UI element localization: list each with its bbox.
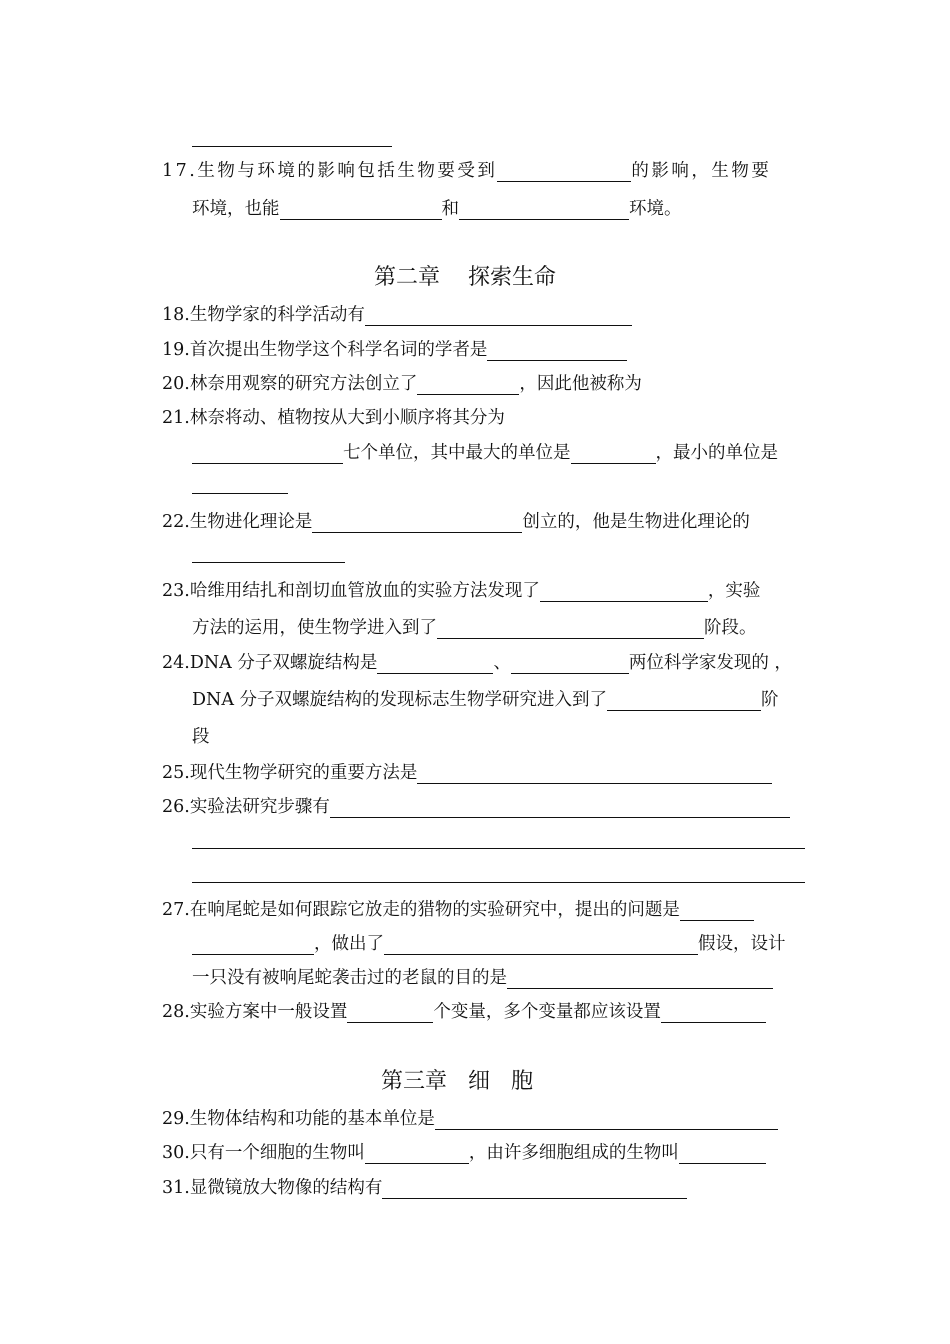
answer-blank [507,970,773,989]
question-17-cont: 环境，也能 和 环境。 [192,199,682,219]
question-27-cont2: 一只没有被响尾蛇袭击过的老鼠的目的是 [192,967,773,991]
answer-blank [459,201,629,220]
question-30: 30.只有一个细胞的生物叫 ，由许多细胞组成的生物叫 [162,1142,766,1166]
answer-blank [192,848,805,849]
answer-blank [192,445,343,464]
question-17: 17.生物与环境的影响包括生物要受到 的影响，生物要 [162,161,772,181]
answer-blank [192,882,805,883]
question-21: 21.林奈将动、植物按从大到小顺序将其分为 [162,408,505,428]
question-24-cont2: 段 [192,727,210,747]
question-26: 26.实验法研究步骤有 [162,796,790,820]
answer-blank [511,655,629,674]
question-25: 25.现代生物学研究的重要方法是 [162,762,772,786]
answer-blank [435,1111,778,1130]
question-31: 31.显微镜放大物像的结构有 [162,1177,687,1201]
question-23: 23.哈维用结扎和剖切血管放血的实验方法发现了 ，实验 [162,581,761,601]
answer-blank [330,799,790,818]
chapter-heading: 第二章 探索生命 [374,265,556,290]
answer-blank [679,1145,766,1164]
answer-blank [661,1004,766,1023]
question-27: 27.在响尾蛇是如何跟踪它放走的猎物的实验研究中，提出的问题是 [162,899,754,923]
question-27-cont: ，做出了 假设，设计 [192,933,786,957]
question-28: 28.实验方案中一般设置 个变量，多个变量都应该设置 [162,1001,766,1025]
answer-blank [417,376,519,395]
question-22: 22.生物进化理论是 创立的，他是生物进化理论的 [162,512,750,532]
answer-blank [571,445,656,464]
answer-blank [192,562,345,563]
answer-blank [280,201,442,220]
answer-blank [680,902,754,921]
answer-blank [192,936,314,955]
question-24-cont: DNA 分子双螺旋结构的发现标志生物学研究进入到了 阶 [192,690,779,710]
question-21-cont: 七个单位，其中最大的单位是 ，最小的单位是 [192,442,778,466]
answer-blank [382,1180,687,1199]
answer-blank [192,146,392,147]
question-19: 19.首次提出生物学这个科学名词的学者是 [162,339,627,363]
answer-blank [377,655,493,674]
answer-blank [384,936,698,955]
answer-blank [192,493,288,494]
answer-blank [347,1004,433,1023]
answer-blank [497,163,631,182]
answer-blank [487,342,627,361]
answer-blank [417,765,772,784]
answer-blank [607,692,761,711]
question-23-cont: 方法的运用，使生物学进入到了 阶段。 [192,618,757,638]
question-18: 18.生物学家的科学活动有 [162,304,632,328]
answer-blank [312,514,522,533]
chapter-heading: 第三章 细 胞 [381,1069,533,1094]
answer-blank [365,307,632,326]
question-24: 24.DNA 分子双螺旋结构是 、 两位科学家发现的 ， [162,653,792,673]
answer-blank [437,620,704,639]
question-20: 20.林奈用观察的研究方法创立了 ，因此他被称为 [162,374,642,394]
question-29: 29.生物体结构和功能的基本单位是 [162,1108,778,1132]
answer-blank [365,1145,469,1164]
answer-blank [540,583,708,602]
